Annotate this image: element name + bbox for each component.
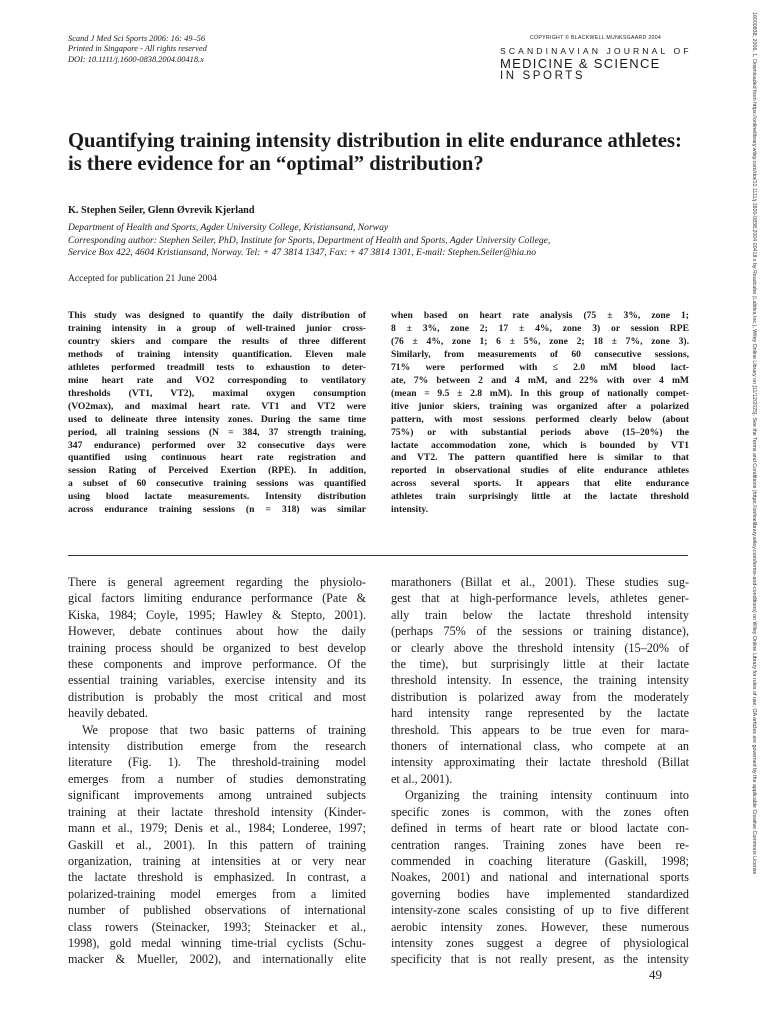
article-title — [68, 130, 708, 176]
body-line: gest that at high-performance levels, athletes gener- — [391, 591, 689, 606]
body-line: centration ranges. Training zones have been re- — [391, 837, 689, 852]
body-line: these components and improve performance. Of the — [68, 657, 366, 672]
abstract-line: training intensity in a group of well-trained junior cross- — [68, 322, 366, 334]
body-line: commended in coaching literature (Gaskill, 1998; — [391, 853, 689, 868]
body-line: distribution is probably the most critical and most — [68, 689, 366, 704]
body-line: threshold intensity. In essence, the training intensity — [391, 673, 689, 688]
body-line: governing bodies have implemented standardized — [391, 886, 689, 901]
abstract-line: across endurance training sessions (n = 318) was similar — [68, 504, 366, 516]
affiliation-block — [68, 222, 550, 260]
body-line: thoners of international class, who compete at an — [391, 739, 689, 754]
body-line: intensity approximating their lactate threshold (Billat — [391, 755, 689, 770]
abstract-line: across several sports. It appears that elite endurance — [391, 478, 689, 490]
body-line: emerges from a number of studies demonstrating — [68, 771, 366, 786]
body-line: There is general agreement regarding the physiolo- — [68, 575, 366, 589]
corresponding-author: Corresponding author: Stephen Seiler, PhD, Institute for Sports, Department of Health and Sports, Agder University College, — [68, 234, 551, 246]
abstract-line: 347 endurance) performed over 32 consecutive days were — [68, 439, 366, 451]
abstract-line: reported in observational studies of elite endurance athletes — [391, 465, 689, 477]
page-number: 49 — [649, 967, 662, 982]
abstract-right-column — [391, 310, 689, 517]
body-line: class rowers (Steinacker, 1993; Steinacker et al., — [68, 919, 366, 934]
title-line1: Quantifying training intensity distribution in elite endurance athletes: — [68, 130, 682, 152]
body-line: specificity that is not really present, as the intensity — [391, 952, 689, 967]
abstract-line: methods of training intensity quantification. Eleven male — [68, 348, 366, 360]
body-line: defined in terms of heart rate or blood lactate con- — [391, 821, 689, 836]
abstract-line: a subset of 60 consecutive training sessions was quantified — [68, 478, 366, 490]
body-line: (perhaps 75% of the sessions or training distance), — [391, 624, 689, 639]
abstract-line: 8 ± 3%, zone 2; 17 ± 4%, zone 3) or session RPE — [391, 322, 689, 334]
section-divider — [68, 555, 688, 556]
journal-logo-line3: IN SPORTS — [500, 70, 586, 82]
abstract-line: thresholds (VT1, VT2), maximal oxygen consumption — [68, 387, 366, 399]
citation-line: Scand J Med Sci Sports 2006: 16: 49–56 — [68, 34, 206, 43]
body-line: essential training variables, exercise intensity and its — [68, 673, 366, 688]
abstract-line: and VT2. The pattern quantified here is similar to that — [391, 452, 689, 464]
abstract-line: (mean = 9.5 ± 2.8 mM). In this group of nationally compet- — [391, 387, 689, 399]
abstract-line: when based on heart rate analysis (75 ± 3%, zone 1; — [391, 310, 689, 321]
body-line: intensity distribution emerge from the research — [68, 739, 366, 754]
abstract-line: ate, 7% between 2 and 4 mM, and 22% with over 4 mM — [391, 374, 689, 386]
body-line: marathoners (Billat et al., 2001). These studies sug- — [391, 575, 689, 589]
abstract-line: mine heart rate and VO2 corresponding to ventilatory — [68, 374, 366, 386]
body-line: polarized-training model emerges from a limited — [68, 886, 366, 901]
body-line: the time), but surprisingly little at their lactate — [391, 657, 689, 672]
journal-logo — [500, 46, 692, 82]
body-line: specific zones is common, with the zones often — [391, 804, 689, 819]
body-line: or clearly above the threshold intensity (15–20% of — [391, 640, 689, 655]
abstract-line: country skiers and compare the results of three different — [68, 335, 366, 347]
body-left-column — [68, 574, 366, 968]
body-line: However, debate continues about how the daily — [68, 624, 366, 639]
body-line: heavily debated. — [68, 706, 148, 721]
body-line: gical factors limiting endurance performance (Pate & — [68, 591, 366, 606]
abstract-line: athletes train surprisingly little at the lactate threshold — [391, 491, 689, 503]
body-line: hard intensity range represented by the lactate — [391, 706, 689, 721]
body-line: We propose that two basic patterns of training — [82, 722, 366, 737]
body-line: the lactate threshold is emphasized. In contrast, a — [68, 870, 366, 885]
printed-line: Printed in Singapore - All rights reserved — [68, 44, 207, 54]
body-line: organization, training at intensities at or very near — [68, 853, 366, 868]
body-line: intensity-zone scales consisting of up to five different — [391, 903, 689, 918]
abstract-line: period, all training sessions (N = 384, 37 strength training, — [68, 426, 366, 438]
body-line: distribution is polarized away from the moderately — [391, 689, 689, 704]
body-line: Kiska, 1984; Coyle, 1995; Hawley & Stepto, 2001). — [68, 607, 366, 622]
abstract-line: intensity. — [391, 504, 429, 516]
download-sidebar — [751, 12, 768, 875]
body-line: 1998), gold medal winning time-trial cyclists (Schu- — [68, 935, 366, 950]
body-line: intensity zones suggest a degree of physiological — [391, 935, 689, 950]
body-line: significant improvements among untrained subjects — [68, 788, 366, 803]
body-line: threshold. This appears to be true even for mara- — [391, 722, 689, 737]
abstract-line: using blood lactate measurements. Intensity distribution — [68, 491, 366, 503]
affiliation: Department of Health and Sports, Agder University College, Kristiansand, Norway — [68, 222, 389, 233]
abstract-left-column — [68, 310, 366, 517]
abstract-line: (76 ± 4%, zone 1; 6 ± 5%, zone 2; 18 ± 7%, zone 3). — [391, 335, 689, 347]
body-line: Organizing the training intensity continuum into — [405, 788, 689, 803]
body-line: aerobic intensity zones. However, these numerous — [391, 919, 689, 934]
download-notice: 16000838, 2006, 1, Downloaded from https://onlinelibrary.wiley.com/doi/10.1111/j.1600-0838.2004.00418.x by Readcube (Labtiva Inc.), Wiley Online Library on [11/12/2025]. See the Terms and Conditions (https://onlinelibrary.wiley.com/terms-and-conditions) on Wiley Online Library for rules of use; OA articles are governed by the applicable Creative Commons License — [751, 12, 757, 875]
accepted-date: Accepted for publication 21 June 2004 — [68, 273, 217, 284]
body-line: literature (Fig. 1). The threshold-training model — [68, 755, 366, 770]
journal-citation-block — [68, 34, 207, 65]
abstract-line: athletes performed treadmill tests to exhaustion to deter- — [68, 361, 366, 373]
abstract-line: lactate accommodation zone, which is bounded by VT1 — [391, 439, 689, 451]
abstract-line: session Rating of Perceived Exertion (RPE). In addition, — [68, 465, 366, 477]
abstract-line: 75%) or with substantial periods above (15–20%) the — [391, 426, 689, 438]
body-right-column — [391, 574, 689, 968]
abstract-line: pattern, with most sessions performed clearly below (about — [391, 413, 689, 425]
body-line: training at their lactate threshold intensity (Kinder- — [68, 804, 366, 819]
title-line2: is there evidence for an “optimal” distribution? — [68, 153, 484, 175]
abstract-line: (VO2max), and maximal heart rate. VT1 and VT2 were — [68, 400, 366, 412]
body-line: Noakes, 2001) and national and international sports — [391, 870, 689, 885]
abstract-line: used to delineate three intensity zones. During the same time — [68, 413, 366, 425]
journal-logo-line1: SCANDINAVIAN JOURNAL OF — [500, 46, 692, 56]
doi-line[interactable]: DOI: 10.1111/j.1600-0838.2004.00418.x — [68, 54, 204, 64]
abstract-line: This study was designed to quantify the daily distribution of — [68, 310, 366, 321]
body-line: mann et al., 1979; Denis et al., 1984; Londeree, 1997; — [68, 821, 366, 836]
authors: K. Stephen Seiler, Glenn Øvrevik Kjerland — [68, 205, 255, 216]
abstract-line: Similarly, from measurements of 60 consecutive sessions, — [391, 348, 689, 360]
body-line: Gaskill et al., 2001). In this pattern of training — [68, 837, 366, 852]
abstract-line: 71% were performed with ≤ 2.0 mM blood lact- — [391, 361, 689, 373]
body-line: ally train below the lactate threshold intensity — [391, 607, 689, 622]
body-line: et al., 2001). — [391, 771, 453, 786]
copyright-notice: COPYRIGHT © BLACKWELL MUNKSGAARD 2004 — [530, 35, 662, 41]
contact-details: Service Box 422, 4604 Kristiansand, Norway. Tel: + 47 3814 1347, Fax: + 47 3814 1301, E-mail: Stephen.Seiler@hia.no — [68, 247, 537, 259]
abstract-line: itive junior skiers, training was organized after a polarized — [391, 400, 689, 412]
body-line: macker & Mueller, 2002), and internationally elite — [68, 952, 366, 967]
body-line: number of published observations of international — [68, 903, 366, 918]
journal-logo-line2: MEDICINE & SCIENCE — [500, 56, 661, 71]
body-line: training process should be organized to best develop — [68, 640, 366, 655]
abstract-line: quantified using continuous heart rate registration and — [68, 452, 366, 464]
